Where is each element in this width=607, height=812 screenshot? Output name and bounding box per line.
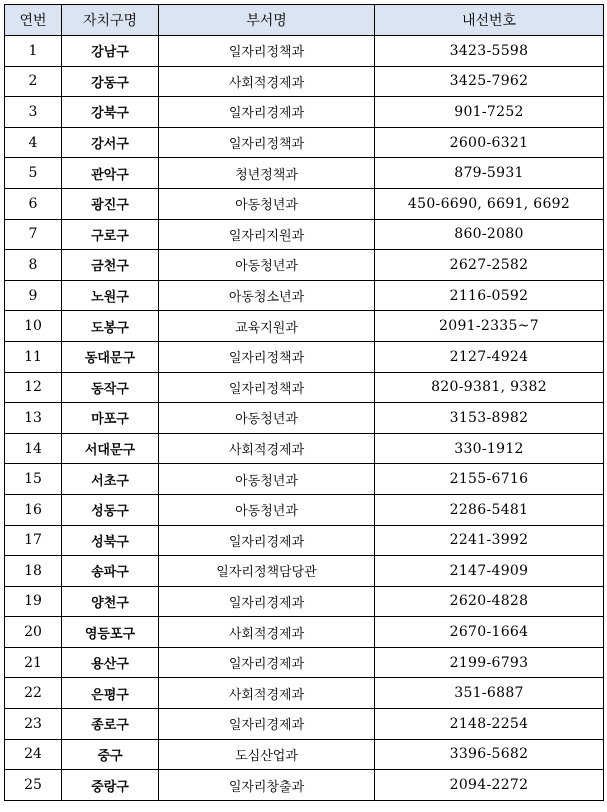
row-number: 16 <box>5 494 62 525</box>
department-name: 사회적경제과 <box>159 66 375 97</box>
department-name: 일자리정책담당관 <box>159 556 375 587</box>
department-name: 일자리경제과 <box>159 97 375 128</box>
extension-number: 3423-5598 <box>375 36 604 67</box>
district-name: 강북구 <box>62 97 159 128</box>
district-name: 용산구 <box>62 647 159 678</box>
table-row <box>5 556 604 587</box>
extension-number: 2199-6793 <box>375 647 604 678</box>
department-name: 사회적경제과 <box>159 617 375 648</box>
table-row <box>5 647 604 678</box>
table-row <box>5 97 604 128</box>
extension-number: 2286-5481 <box>375 494 604 525</box>
department-name: 아동청년과 <box>159 188 375 219</box>
extension-number: 2670-1664 <box>375 617 604 648</box>
district-name: 양천구 <box>62 586 159 617</box>
department-name: 일자리정책과 <box>159 341 375 372</box>
extension-number: 2148-2254 <box>375 709 604 740</box>
row-number: 7 <box>5 219 62 250</box>
table-row <box>5 188 604 219</box>
district-name: 구로구 <box>62 219 159 250</box>
table-row <box>5 36 604 67</box>
table-row <box>5 219 604 250</box>
district-name: 노원구 <box>62 280 159 311</box>
table-row <box>5 709 604 740</box>
row-number: 13 <box>5 403 62 434</box>
row-number: 21 <box>5 647 62 678</box>
table-row <box>5 770 604 801</box>
row-number: 19 <box>5 586 62 617</box>
row-number: 10 <box>5 311 62 342</box>
row-number: 18 <box>5 556 62 587</box>
row-number: 22 <box>5 678 62 709</box>
district-name: 서초구 <box>62 464 159 495</box>
district-name: 서대문구 <box>62 433 159 464</box>
extension-number: 820-9381, 9382 <box>375 372 604 403</box>
extension-number: 2155-6716 <box>375 464 604 495</box>
extension-number: 860-2080 <box>375 219 604 250</box>
extension-number: 3396-5682 <box>375 739 604 770</box>
row-number: 15 <box>5 464 62 495</box>
extension-number: 450-6690, 6691, 6692 <box>375 188 604 219</box>
department-name: 일자리경제과 <box>159 586 375 617</box>
row-number: 23 <box>5 709 62 740</box>
table-row <box>5 494 604 525</box>
extension-number: 879-5931 <box>375 158 604 189</box>
extension-number: 2127-4924 <box>375 341 604 372</box>
district-name: 은평구 <box>62 678 159 709</box>
department-name: 도심산업과 <box>159 739 375 770</box>
table-row <box>5 433 604 464</box>
extension-number: 3425-7962 <box>375 66 604 97</box>
row-number: 14 <box>5 433 62 464</box>
extension-number: 351-6887 <box>375 678 604 709</box>
row-number: 9 <box>5 280 62 311</box>
district-name: 강남구 <box>62 36 159 67</box>
district-name: 동작구 <box>62 372 159 403</box>
table-row <box>5 372 604 403</box>
district-name: 종로구 <box>62 709 159 740</box>
department-name: 아동청년과 <box>159 250 375 281</box>
extension-number: 2091-2335~7 <box>375 311 604 342</box>
extension-number: 2147-4909 <box>375 556 604 587</box>
row-number: 17 <box>5 525 62 556</box>
table-row <box>5 403 604 434</box>
row-number: 12 <box>5 372 62 403</box>
table-row <box>5 250 604 281</box>
department-name: 일자리창출과 <box>159 770 375 801</box>
header-no: 연번 <box>5 5 62 36</box>
table-row <box>5 525 604 556</box>
department-name: 일자리경제과 <box>159 647 375 678</box>
department-name: 일자리정책과 <box>159 372 375 403</box>
row-number: 25 <box>5 770 62 801</box>
district-name: 마포구 <box>62 403 159 434</box>
row-number: 20 <box>5 617 62 648</box>
extension-number: 2094-2272 <box>375 770 604 801</box>
district-name: 성북구 <box>62 525 159 556</box>
district-name: 관악구 <box>62 158 159 189</box>
department-name: 일자리경제과 <box>159 525 375 556</box>
district-name: 강동구 <box>62 66 159 97</box>
department-name: 아동청년과 <box>159 464 375 495</box>
department-name: 일자리경제과 <box>159 709 375 740</box>
row-number: 2 <box>5 66 62 97</box>
header-extension: 내선번호 <box>375 5 604 36</box>
department-name: 아동청년과 <box>159 403 375 434</box>
extension-number: 901-7252 <box>375 97 604 128</box>
department-name: 아동청소년과 <box>159 280 375 311</box>
table-row <box>5 66 604 97</box>
header-row <box>5 5 604 36</box>
contact-table <box>4 4 604 801</box>
district-name: 광진구 <box>62 188 159 219</box>
department-name: 일자리정책과 <box>159 36 375 67</box>
table-row <box>5 586 604 617</box>
district-name: 중구 <box>62 739 159 770</box>
table-row <box>5 341 604 372</box>
row-number: 1 <box>5 36 62 67</box>
row-number: 24 <box>5 739 62 770</box>
district-name: 중랑구 <box>62 770 159 801</box>
table-row <box>5 739 604 770</box>
table-row <box>5 158 604 189</box>
table-row <box>5 464 604 495</box>
department-name: 아동청년과 <box>159 494 375 525</box>
row-number: 11 <box>5 341 62 372</box>
table-row <box>5 280 604 311</box>
extension-number: 2627-2582 <box>375 250 604 281</box>
header-department: 부서명 <box>159 5 375 36</box>
header-district: 자치구명 <box>62 5 159 36</box>
extension-number: 2116-0592 <box>375 280 604 311</box>
row-number: 8 <box>5 250 62 281</box>
department-name: 청년정책과 <box>159 158 375 189</box>
district-name: 금천구 <box>62 250 159 281</box>
district-name: 도봉구 <box>62 311 159 342</box>
department-name: 일자리정책과 <box>159 127 375 158</box>
table-row <box>5 678 604 709</box>
department-name: 일자리지원과 <box>159 219 375 250</box>
district-name: 동대문구 <box>62 341 159 372</box>
district-name: 강서구 <box>62 127 159 158</box>
extension-number: 2620-4828 <box>375 586 604 617</box>
department-name: 사회적경제과 <box>159 433 375 464</box>
extension-number: 3153-8982 <box>375 403 604 434</box>
district-name: 송파구 <box>62 556 159 587</box>
table-row <box>5 127 604 158</box>
row-number: 6 <box>5 188 62 219</box>
row-number: 5 <box>5 158 62 189</box>
extension-number: 2600-6321 <box>375 127 604 158</box>
department-name: 사회적경제과 <box>159 678 375 709</box>
row-number: 3 <box>5 97 62 128</box>
table-row <box>5 311 604 342</box>
district-name: 성동구 <box>62 494 159 525</box>
department-name: 교육지원과 <box>159 311 375 342</box>
extension-number: 2241-3992 <box>375 525 604 556</box>
row-number: 4 <box>5 127 62 158</box>
table-row <box>5 617 604 648</box>
district-name: 영등포구 <box>62 617 159 648</box>
extension-number: 330-1912 <box>375 433 604 464</box>
